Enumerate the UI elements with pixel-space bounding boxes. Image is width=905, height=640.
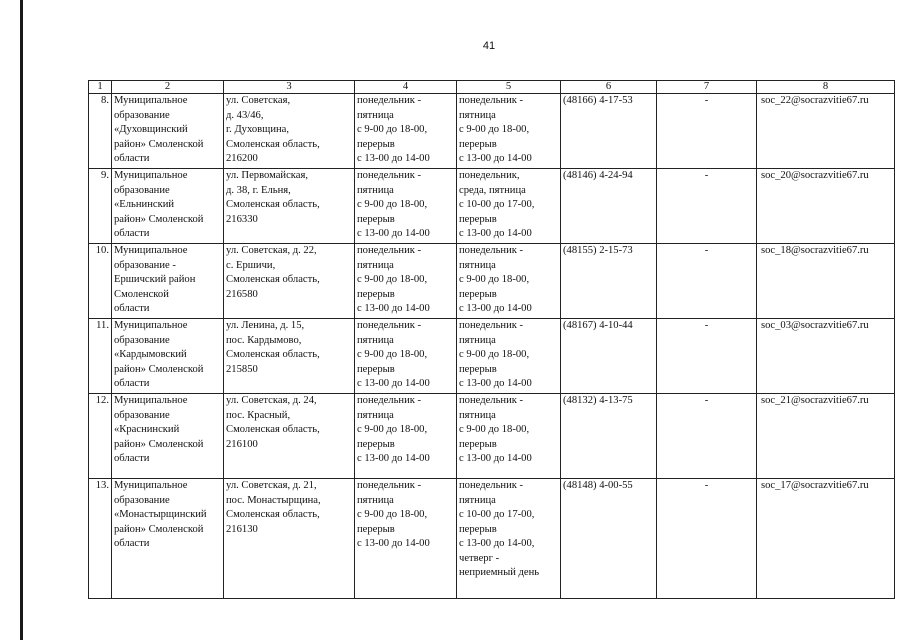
working-hours: понедельник, среда, пятница с 10-00 до 17-00, перерыв с 13-00 до 14-00: [457, 169, 561, 244]
row-number: 9.: [89, 169, 112, 244]
municipality-name: Муниципальное образование «Монастырщинский район» Смоленской области: [112, 479, 224, 599]
phone-number: (48155) 2-15-73: [561, 244, 657, 319]
column-header: 6: [561, 81, 657, 94]
table-row: [89, 394, 895, 479]
table-row: [89, 169, 895, 244]
email-address: soc_17@socrazvitie67.ru: [757, 479, 895, 599]
column-header: 7: [657, 81, 757, 94]
postal-address: ул. Первомайская, д. 38, г. Ельня, Смоленская область, 216330: [224, 169, 355, 244]
email-address: soc_20@socrazvitie67.ru: [757, 169, 895, 244]
table-row: [89, 479, 895, 599]
reception-hours: понедельник - пятница с 9-00 до 18-00, перерыв с 13-00 до 14-00: [355, 479, 457, 599]
fax-number: -: [657, 479, 757, 599]
column-header: 3: [224, 81, 355, 94]
postal-address: ул. Советская, д. 21, пос. Монастырщина, Смоленская область, 216130: [224, 479, 355, 599]
reception-hours: понедельник - пятница с 9-00 до 18-00, перерыв с 13-00 до 14-00: [355, 244, 457, 319]
table-row: [89, 244, 895, 319]
fax-number: -: [657, 169, 757, 244]
fax-number: -: [657, 319, 757, 394]
reception-hours: понедельник - пятница с 9-00 до 18-00, перерыв с 13-00 до 14-00: [355, 94, 457, 169]
municipality-name: Муниципальное образование «Ельнинский район» Смоленской области: [112, 169, 224, 244]
working-hours: понедельник - пятница с 9-00 до 18-00, перерыв с 13-00 до 14-00: [457, 94, 561, 169]
directory-table: [88, 80, 895, 599]
column-header: 8: [757, 81, 895, 94]
working-hours: понедельник - пятница с 10-00 до 17-00, перерыв с 13-00 до 14-00, четверг - неприемный день: [457, 479, 561, 599]
reception-hours: понедельник - пятница с 9-00 до 18-00, перерыв с 13-00 до 14-00: [355, 169, 457, 244]
row-number: 10.: [89, 244, 112, 319]
postal-address: ул. Советская, д. 43/46, г. Духовщина, Смоленская область, 216200: [224, 94, 355, 169]
row-number: 12.: [89, 394, 112, 479]
phone-number: (48132) 4-13-75: [561, 394, 657, 479]
municipality-name: Муниципальное образование «Духовщинский район» Смоленской области: [112, 94, 224, 169]
column-number-row: [89, 81, 895, 94]
postal-address: ул. Советская, д. 24, пос. Красный, Смоленская область, 216100: [224, 394, 355, 479]
email-address: soc_03@socrazvitie67.ru: [757, 319, 895, 394]
fax-number: -: [657, 394, 757, 479]
working-hours: понедельник - пятница с 9-00 до 18-00, перерыв с 13-00 до 14-00: [457, 394, 561, 479]
working-hours: понедельник - пятница с 9-00 до 18-00, перерыв с 13-00 до 14-00: [457, 244, 561, 319]
municipality-name: Муниципальное образование - Ершичский район Смоленской области: [112, 244, 224, 319]
phone-number: (48146) 4-24-94: [561, 169, 657, 244]
page-number: 41: [482, 40, 496, 52]
scan-edge-line: [20, 0, 23, 640]
postal-address: ул. Советская, д. 22, с. Ершичи, Смоленская область, 216580: [224, 244, 355, 319]
table-row: [89, 94, 895, 169]
row-number: 8.: [89, 94, 112, 169]
reception-hours: понедельник - пятница с 9-00 до 18-00, перерыв с 13-00 до 14-00: [355, 319, 457, 394]
column-header: 2: [112, 81, 224, 94]
email-address: soc_22@socrazvitie67.ru: [757, 94, 895, 169]
phone-number: (48167) 4-10-44: [561, 319, 657, 394]
postal-address: ул. Ленина, д. 15, пос. Кардымово, Смоленская область, 215850: [224, 319, 355, 394]
fax-number: -: [657, 94, 757, 169]
phone-number: (48166) 4-17-53: [561, 94, 657, 169]
column-header: 4: [355, 81, 457, 94]
row-number: 11.: [89, 319, 112, 394]
email-address: soc_18@socrazvitie67.ru: [757, 244, 895, 319]
column-header: 1: [89, 81, 112, 94]
column-header: 5: [457, 81, 561, 94]
table-row: [89, 319, 895, 394]
working-hours: понедельник - пятница с 9-00 до 18-00, перерыв с 13-00 до 14-00: [457, 319, 561, 394]
municipality-name: Муниципальное образование «Кардымовский район» Смоленской области: [112, 319, 224, 394]
email-address: soc_21@socrazvitie67.ru: [757, 394, 895, 479]
phone-number: (48148) 4-00-55: [561, 479, 657, 599]
municipality-name: Муниципальное образование «Краснинский район» Смоленской области: [112, 394, 224, 479]
row-number: 13.: [89, 479, 112, 599]
fax-number: -: [657, 244, 757, 319]
reception-hours: понедельник - пятница с 9-00 до 18-00, перерыв с 13-00 до 14-00: [355, 394, 457, 479]
